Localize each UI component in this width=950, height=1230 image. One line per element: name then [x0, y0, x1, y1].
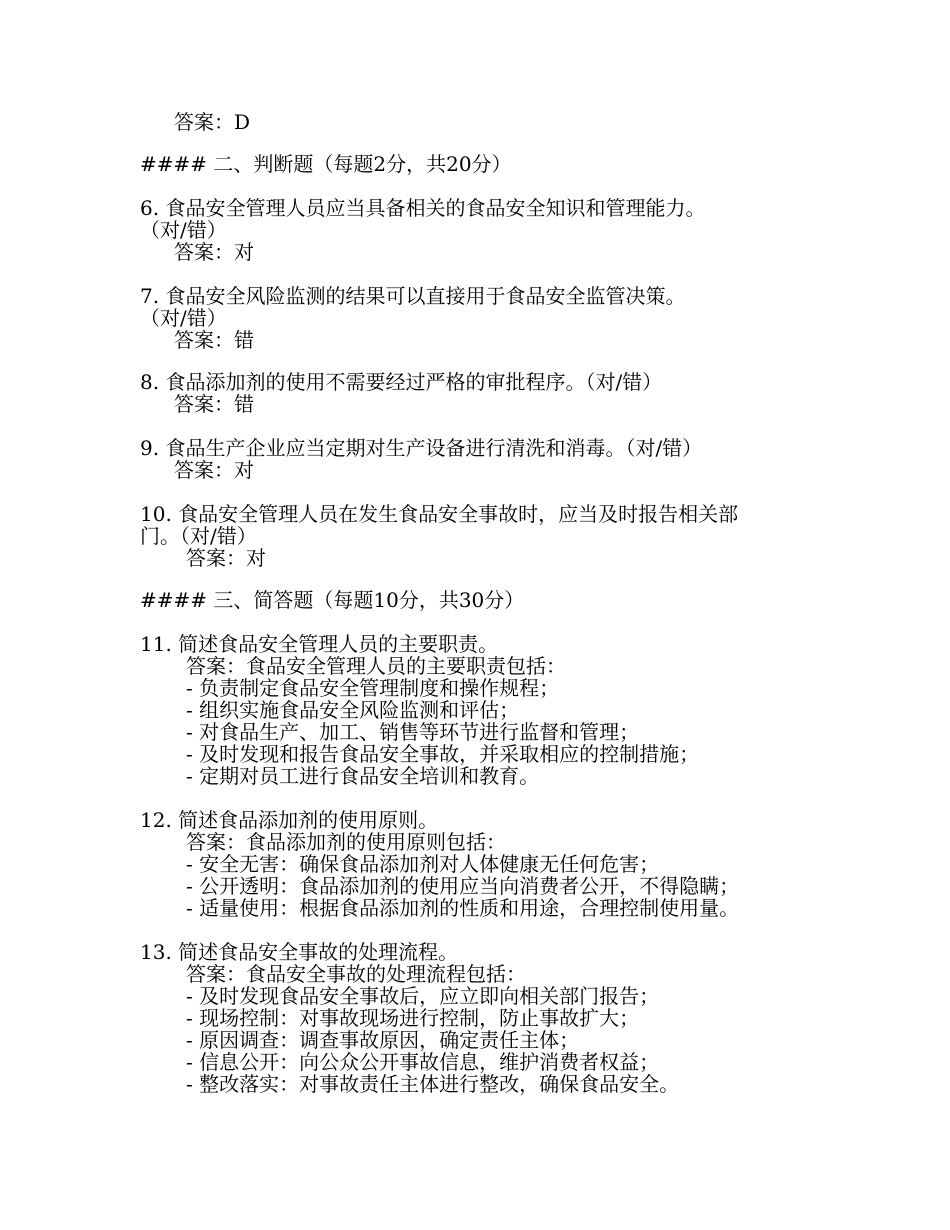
question-7: 7. 食品安全风险监测的结果可以直接用于食品安全监管决策。	[140, 284, 686, 308]
question-10-options: 门。（对/错）	[140, 524, 257, 548]
answer-q7: 答案：错	[174, 328, 254, 352]
answer-q9: 答案：对	[174, 458, 254, 482]
question-8: 8. 食品添加剂的使用不需要经过严格的审批程序。（对/错）	[140, 370, 663, 394]
question-6-options: （对/错）	[140, 218, 227, 242]
answer-q13-intro: 答案：食品安全事故的处理流程包括：	[186, 962, 526, 986]
question-7-options: （对/错）	[140, 306, 227, 330]
section-heading-true-false: #### 二、判断题（每题2分，共20分）	[140, 152, 512, 176]
question-12: 12. 简述食品添加剂的使用原则。	[140, 808, 439, 832]
question-13: 13. 简述食品安全事故的处理流程。	[140, 940, 459, 964]
question-6: 6. 食品安全管理人员应当具备相关的食品安全知识和管理能力。	[140, 196, 706, 220]
answer-q11-item: - 及时发现和报告食品安全事故，并采取相应的控制措施；	[186, 742, 700, 766]
answer-q13-item: - 及时发现食品安全事故后，应立即向相关部门报告；	[186, 984, 660, 1008]
answer-q12-item: - 适量使用：根据食品添加剂的性质和用途，合理控制使用量。	[186, 896, 740, 920]
answer-q13-item: - 信息公开：向公众公开事故信息，维护消费者权益；	[186, 1050, 660, 1074]
answer-q11-item: - 定期对员工进行食品安全培训和教育。	[186, 764, 540, 788]
answer-q12-intro: 答案：食品添加剂的使用原则包括：	[186, 830, 506, 854]
answer-q6: 答案：对	[174, 240, 254, 264]
answer-q10: 答案：对	[186, 546, 266, 570]
answer-q11-item: - 组织实施食品安全风险监测和评估；	[186, 698, 520, 722]
section-heading-short-answer: #### 三、简答题（每题10分，共30分）	[140, 588, 525, 612]
answer-q12-item: - 安全无害：确保食品添加剂对人体健康无任何危害；	[186, 852, 660, 876]
question-11: 11. 简述食品安全管理人员的主要职责。	[140, 632, 499, 656]
answer-q8: 答案：错	[174, 392, 254, 416]
answer-q11-intro: 答案：食品安全管理人员的主要职责包括：	[186, 654, 566, 678]
answer-q13-item: - 现场控制：对事故现场进行控制，防止事故扩大；	[186, 1006, 640, 1030]
answer-q12-item: - 公开透明：食品添加剂的使用应当向消费者公开，不得隐瞒；	[186, 874, 740, 898]
answer-q5: 答案：D	[174, 110, 251, 134]
answer-q11-item: - 对食品生产、加工、销售等环节进行监督和管理；	[186, 720, 640, 744]
question-9: 9. 食品生产企业应当定期对生产设备进行清洗和消毒。（对/错）	[140, 436, 703, 460]
answer-q13-item: - 整改落实：对事故责任主体进行整改，确保食品安全。	[186, 1072, 680, 1096]
answer-q11-item: - 负责制定食品安全管理制度和操作规程；	[186, 676, 560, 700]
question-10: 10. 食品安全管理人员在发生食品安全事故时，应当及时报告相关部	[140, 502, 739, 526]
answer-q13-item: - 原因调查：调查事故原因，确定责任主体；	[186, 1028, 580, 1052]
